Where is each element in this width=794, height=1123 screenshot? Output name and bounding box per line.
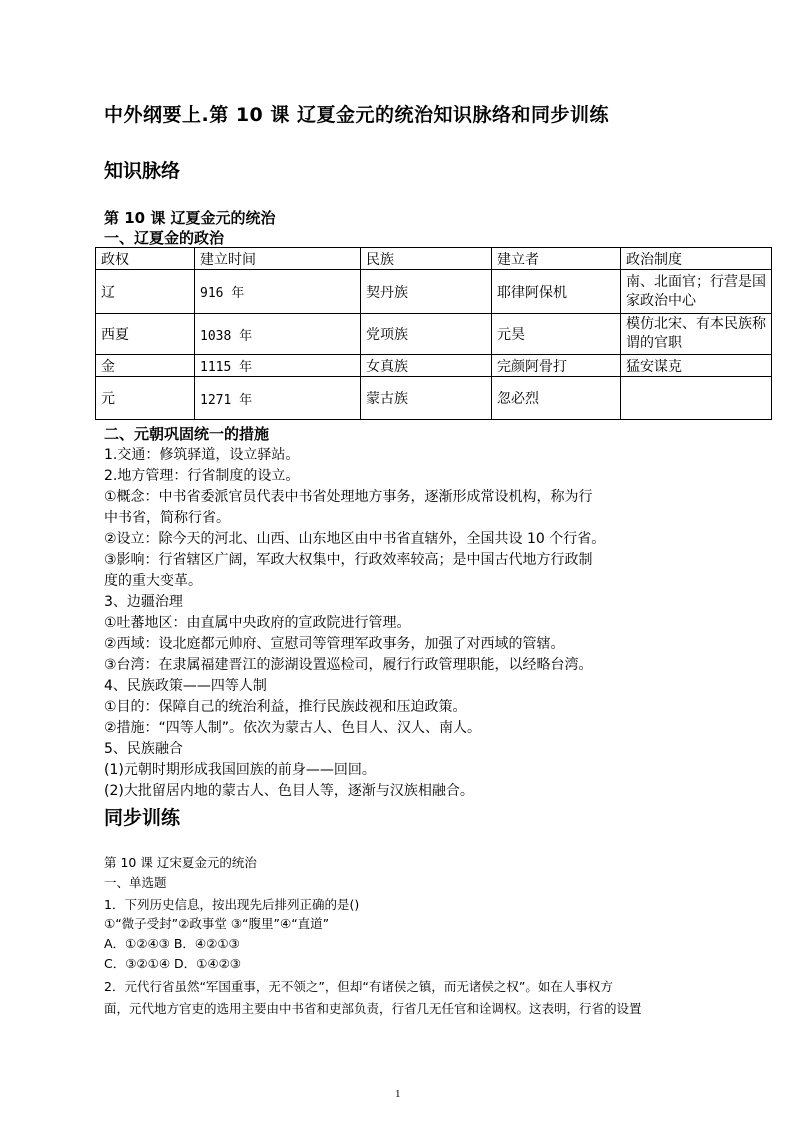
text-line: ③台湾：在隶属福建晋江的澎湖设置巡检司，履行行政管理职能，以经略台湾。 xyxy=(104,657,593,673)
part2-heading: 二、元朝巩固统一的措施 xyxy=(104,425,270,443)
text-line: 2.地方管理：行省制度的设立。 xyxy=(104,468,300,484)
table-header-row xyxy=(96,248,772,270)
table-cell: 元 xyxy=(96,377,195,420)
table-cell: 契丹族 xyxy=(361,270,492,314)
table-cell: 完颜阿骨打 xyxy=(492,355,621,377)
text-line: 度的重大变革。 xyxy=(104,573,202,589)
table-row xyxy=(96,270,772,314)
text-line: ①吐蕃地区：由直属中央政府的宣政院进行管理。 xyxy=(104,615,411,631)
table-cell: 金 xyxy=(96,355,195,377)
table-cell: 女真族 xyxy=(361,355,492,377)
table-cell: 忽必烈 xyxy=(492,377,621,420)
table-row xyxy=(96,377,772,420)
table-header-cell: 政治制度 xyxy=(621,248,772,270)
text-line: ②设立：除今天的河北、山西、山东地区由中书省直辖外，全国共设 10 个行省。 xyxy=(104,531,606,547)
text-line: ③影响：行省辖区广阔，军政大权集中，行政效率较高；是中国古代地方行政制 xyxy=(104,552,593,568)
text-line: 4、民族政策——四等人制 xyxy=(104,678,267,694)
question-1-options-cd: C．③②①④ D．①④②③ xyxy=(104,956,241,971)
table-cell xyxy=(621,377,772,420)
question-1-options-ab: A．①②④③ B．④②①③ xyxy=(104,936,240,951)
table-cell: 元昊 xyxy=(492,314,621,355)
lesson-heading: 第 10 课 辽夏金元的统治 xyxy=(104,209,276,227)
text-line: (1)元朝时期形成我国回族的前身——回回。 xyxy=(104,762,376,778)
exercise-type: 一、单选题 xyxy=(104,875,167,890)
table-row xyxy=(96,314,772,355)
exercise-lesson: 第 10 课 辽宋夏金元的统治 xyxy=(104,855,257,870)
table-cell: 1115 年 xyxy=(195,355,361,377)
document-title: 中外纲要上.第 10 课 辽夏金元的统治知识脉络和同步训练 xyxy=(104,104,610,126)
table-cell: 辽 xyxy=(96,270,195,314)
table-cell: 1271 年 xyxy=(195,377,361,420)
text-line: (2)大批留居内地的蒙古人、色目人等，逐渐与汉族相融合。 xyxy=(104,783,474,799)
table-cell: 猛安谋克 xyxy=(621,355,772,377)
table-cell: 1038 年 xyxy=(195,314,361,355)
table-cell: 南、北面官；行营是国家政治中心 xyxy=(621,270,772,314)
table-row xyxy=(96,355,772,377)
table-cell: 西夏 xyxy=(96,314,195,355)
table-cell: 916 年 xyxy=(195,270,361,314)
text-line: ①概念：中书省委派官员代表中书省处理地方事务，逐渐形成常设机构，称为行 xyxy=(104,489,593,505)
page-number: 1 xyxy=(395,1088,401,1100)
text-line: 中书省，简称行省。 xyxy=(104,510,230,526)
text-line: 3、边疆治理 xyxy=(104,594,183,610)
question-2-line2: 面，元代地方官吏的选用主要由中书省和吏部负责，行省几无任官和诠调权。这表明，行省的设置 xyxy=(104,1001,642,1016)
section-heading-knowledge: 知识脉络 xyxy=(104,160,181,182)
part1-heading: 一、辽夏金的政治 xyxy=(104,229,225,247)
table-header-cell: 政权 xyxy=(96,248,195,270)
question-2-line1: 2．元代行省虽然“军国重事，无不领之”，但却“有诸侯之镇，而无诸侯之权”。如在人事权方 xyxy=(104,979,613,994)
table-cell: 蒙古族 xyxy=(361,377,492,420)
section-heading-practice: 同步训练 xyxy=(104,807,181,829)
text-line: 1.交通：修筑驿道，设立驿站。 xyxy=(104,447,300,463)
text-line: 5、民族融合 xyxy=(104,741,183,757)
text-line: ②西域：设北庭都元帅府、宣慰司等管理军政事务，加强了对西域的管辖。 xyxy=(104,636,565,652)
question-1-items: ①“微子受封”②政事堂 ③“腹里”④“直道” xyxy=(104,916,330,931)
table-header-cell: 民族 xyxy=(361,248,492,270)
table-cell: 耶律阿保机 xyxy=(492,270,621,314)
regimes-table xyxy=(95,247,772,420)
table-header-cell: 建立时间 xyxy=(195,248,361,270)
text-line: ①目的：保障自己的统治利益，推行民族歧视和压迫政策。 xyxy=(104,699,467,715)
table-header-cell: 建立者 xyxy=(492,248,621,270)
text-line: ②措施：“四等人制”。依次为蒙古人、色目人、汉人、南人。 xyxy=(104,720,482,736)
question-1: 1．下列历史信息，按出现先后排列正确的是() xyxy=(104,897,360,912)
table-cell: 模仿北宋、有本民族称谓的官职 xyxy=(621,314,772,355)
table-cell: 党项族 xyxy=(361,314,492,355)
